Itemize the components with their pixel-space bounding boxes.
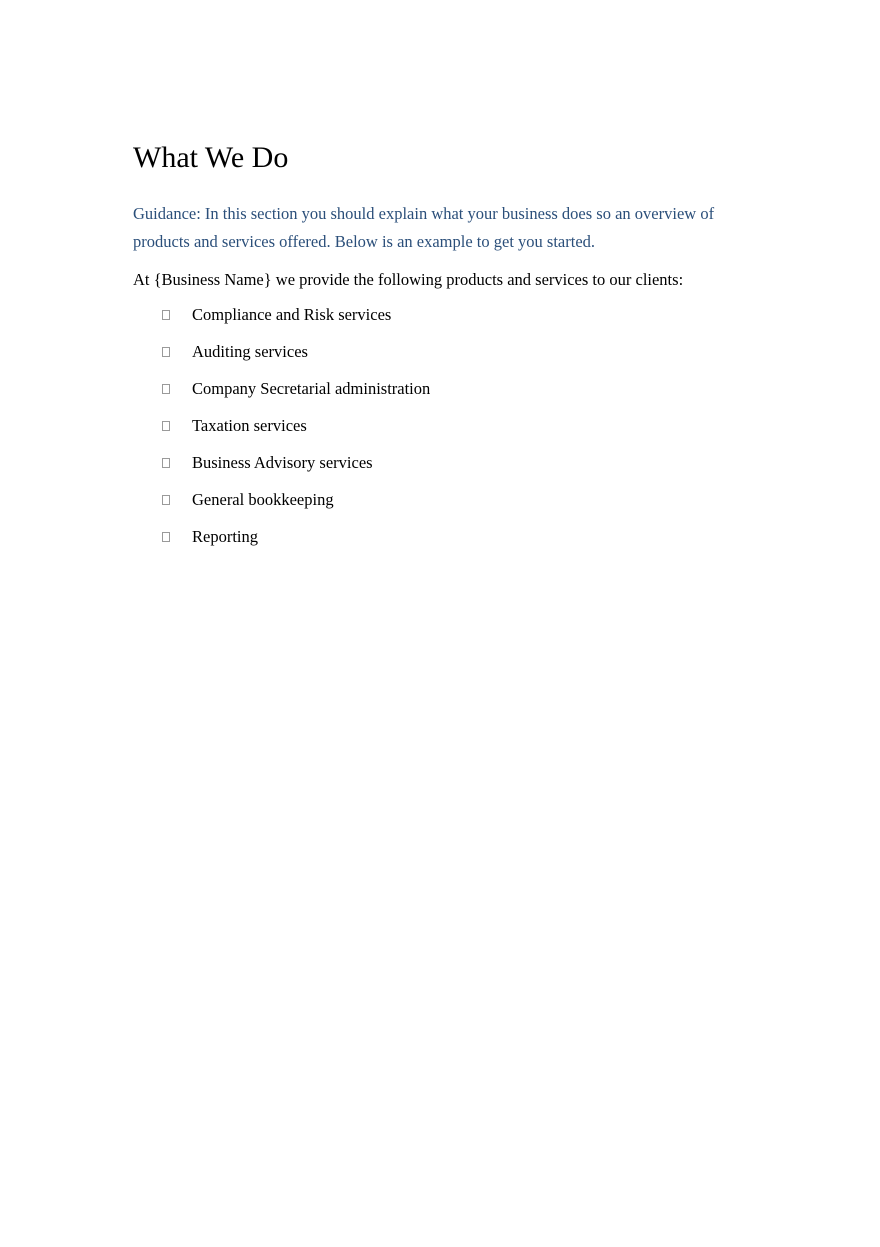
list-item: [133, 414, 733, 451]
square-bullet-icon: [162, 495, 170, 505]
service-label: Compliance and Risk services: [192, 305, 392, 324]
square-bullet-icon: [162, 421, 170, 431]
guidance-text: Guidance: In this section you should explain what your business does so an overview of products and services offered. Below is an example to get you started.: [133, 204, 715, 251]
services-list: [133, 303, 733, 562]
service-label: Company Secretarial administration: [192, 379, 431, 398]
list-item: [133, 377, 733, 414]
service-label: Auditing services: [192, 342, 308, 361]
square-bullet-icon: [162, 310, 170, 320]
service-label: Business Advisory services: [192, 453, 373, 472]
list-item: [133, 303, 733, 340]
list-item: [133, 488, 733, 525]
square-bullet-icon: [162, 347, 170, 357]
square-bullet-icon: [162, 532, 170, 542]
intro-text: At {Business Name} we provide the following products and services to our clients:: [133, 270, 684, 289]
document-content: [133, 138, 733, 562]
square-bullet-icon: [162, 384, 170, 394]
list-item: [133, 340, 733, 377]
service-label: General bookkeeping: [192, 490, 334, 509]
page-title: What We Do: [133, 141, 289, 174]
service-label: Reporting: [192, 527, 258, 546]
list-item: [133, 451, 733, 488]
list-item: [133, 525, 733, 562]
square-bullet-icon: [162, 458, 170, 468]
service-label: Taxation services: [192, 416, 307, 435]
